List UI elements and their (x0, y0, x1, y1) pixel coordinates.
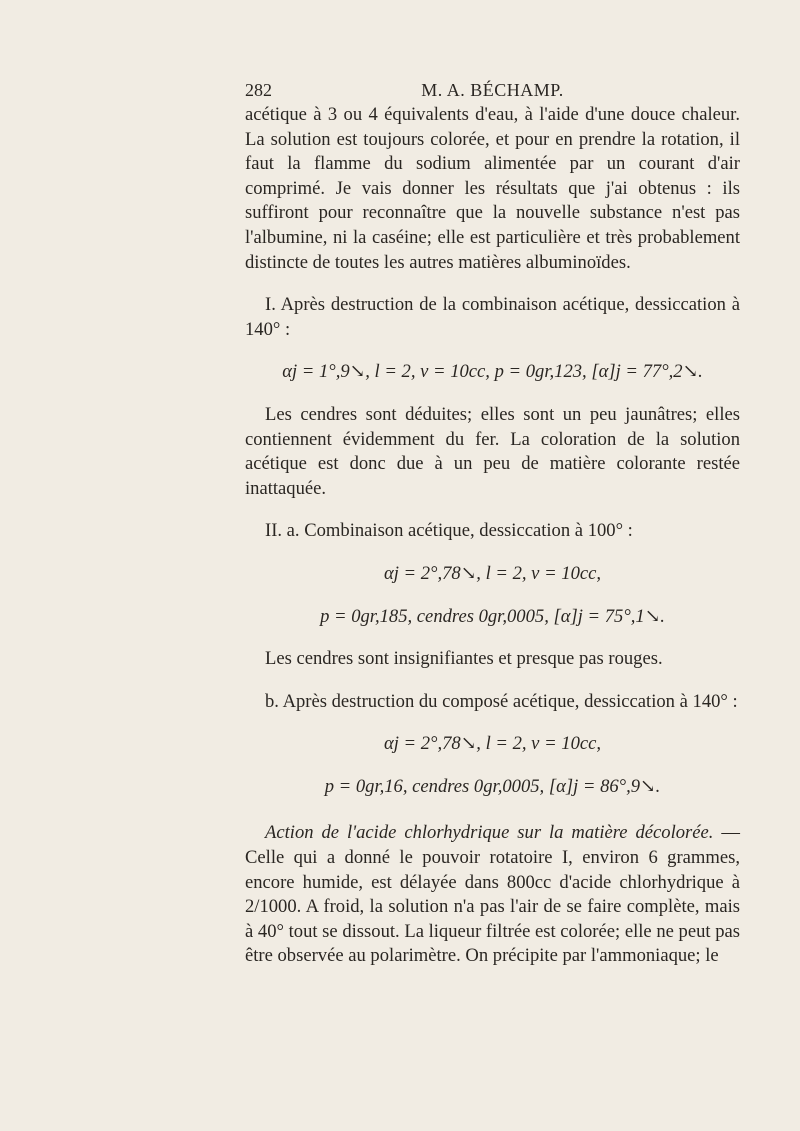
running-head: M. A. BÉCHAMP. (421, 80, 564, 100)
formula-1: αj = 1°,9↘, l = 2, v = 10cc, p = 0gr,123, [α]j = 77°,2↘. (282, 361, 703, 383)
paragraph-7 (245, 821, 740, 969)
paragraph-3: Les cendres sont déduites; elles sont un peu jaunâtres; elles contiennent évidemment du fer. La coloration de la solution acétique est donc due à un peu de matière colorante restée inattaquée. (245, 403, 740, 499)
formula-2b: p = 0gr,185, cendres 0gr,0005, [α]j = 75°,1↘. (320, 605, 665, 627)
paragraph-5: Les cendres sont insignifiantes et presque pas rouges. (265, 648, 663, 670)
paragraph-6: b. Après destruction du composé acétique, dessiccation à 140° : (265, 690, 738, 712)
paragraph-2: I. Après destruction de la combinaison acétique, dessiccation à 140° : (245, 294, 740, 340)
body-text (245, 103, 740, 969)
paragraph-1: acétique à 3 ou 4 équivalents d'eau, à l'aide d'une douce chaleur. La solution est toujours colorée, et pour en prendre la rotation, il faut la flamme du sodium alimentée par un courant d'air comprimé. Je vais donner les résultats que j'ai obtenus : ils suffiront pour reconnaître que la nouvelle substance n'est pas l'albumine, ni la caséine; elle est particulière et très probablement distincte de toutes les autres matières albuminoïdes. (245, 104, 740, 273)
page-number: 282 (245, 80, 272, 100)
paragraph-7-body: — Celle qui a donné le pouvoir rotatoire I, environ 6 grammes, encore humide, est délayée dans 800cc d'acide chlorhydrique à 2/1000. A froid, la solution n'a pas l'air de se faire complète, mais à 40° tout se dissout. La liqueur filtrée est colorée; elle ne peut pas être observée au polarimètre. On précipite par l'ammoniaque; le (245, 822, 740, 967)
paragraph-4: II. a. Combinaison acétique, dessiccation à 100° : (265, 520, 633, 542)
section-title: Action de l'acide chlorhydrique sur la matière décolorée. (265, 822, 714, 844)
formula-2a: αj = 2°,78↘, l = 2, v = 10cc, (383, 562, 602, 584)
formula-3b: p = 0gr,16, cendres 0gr,0005, [α]j = 86°,9↘. (324, 775, 661, 797)
formula-3a: αj = 2°,78↘, l = 2, v = 10cc, (383, 733, 602, 755)
